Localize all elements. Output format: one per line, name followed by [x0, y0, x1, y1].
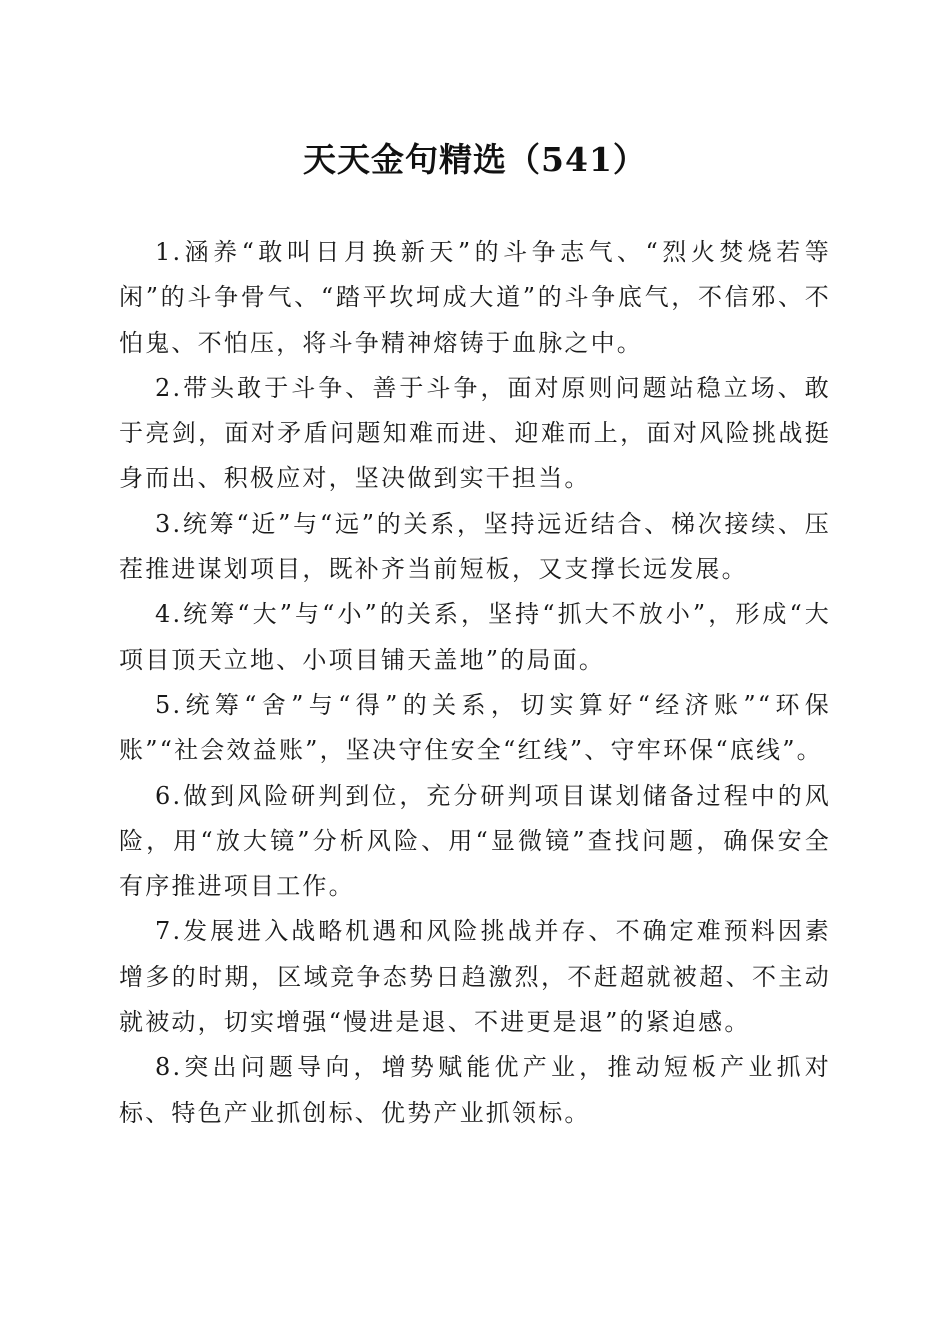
paragraph-1: 1.涵养“敢叫日月换新天”的斗争志气、“烈火焚烧若等闲”的斗争骨气、“踏平坎坷成大道”的斗争底气，不信邪、不怕鬼、不怕压，将斗争精神熔铸于血脉之中。 [119, 238, 831, 357]
paragraph-5: 5.统筹“舍”与“得”的关系，切实算好“经济账”“环保账”“社会效益账”，坚决守住安全“红线”、守牢环保“底线”。 [119, 690, 831, 765]
document-body [119, 230, 831, 1136]
paragraph-7: 7.发展进入战略机遇和风险挑战并存、不确定难预料因素增多的时期，区域竞争态势日趋激烈，不赶超就被超、不主动就被动，切实增强“慢进是退、不进更是退”的紧迫感。 [119, 917, 831, 1037]
paragraph-8: 8.突出问题导向，增势赋能优产业，推动短板产业抓对标、特色产业抓创标、优势产业抓领标。 [119, 1053, 831, 1127]
document-title: 天天金句精选（541） [303, 140, 647, 179]
paragraph-2: 2.带头敢于斗争、善于斗争，面对原则问题站稳立场、敢于亮剑，面对矛盾问题知难而进、迎难而上，面对风险挑战挺身而出、积极应对，坚决做到实干担当。 [119, 373, 831, 493]
paragraph-4: 4.统筹“大”与“小”的关系，坚持“抓大不放小”，形成“大项目顶天立地、小项目铺天盖地”的局面。 [119, 600, 831, 674]
paragraph-3: 3.统筹“近”与“远”的关系，坚持远近结合、梯次接续、压茬推进谋划项目，既补齐当前短板，又支撑长远发展。 [119, 509, 831, 584]
paragraph-6: 6.做到风险研判到位，充分研判项目谋划储备过程中的风险，用“放大镜”分析风险、用“显微镜”查找问题，确保安全有序推进项目工作。 [119, 781, 831, 901]
